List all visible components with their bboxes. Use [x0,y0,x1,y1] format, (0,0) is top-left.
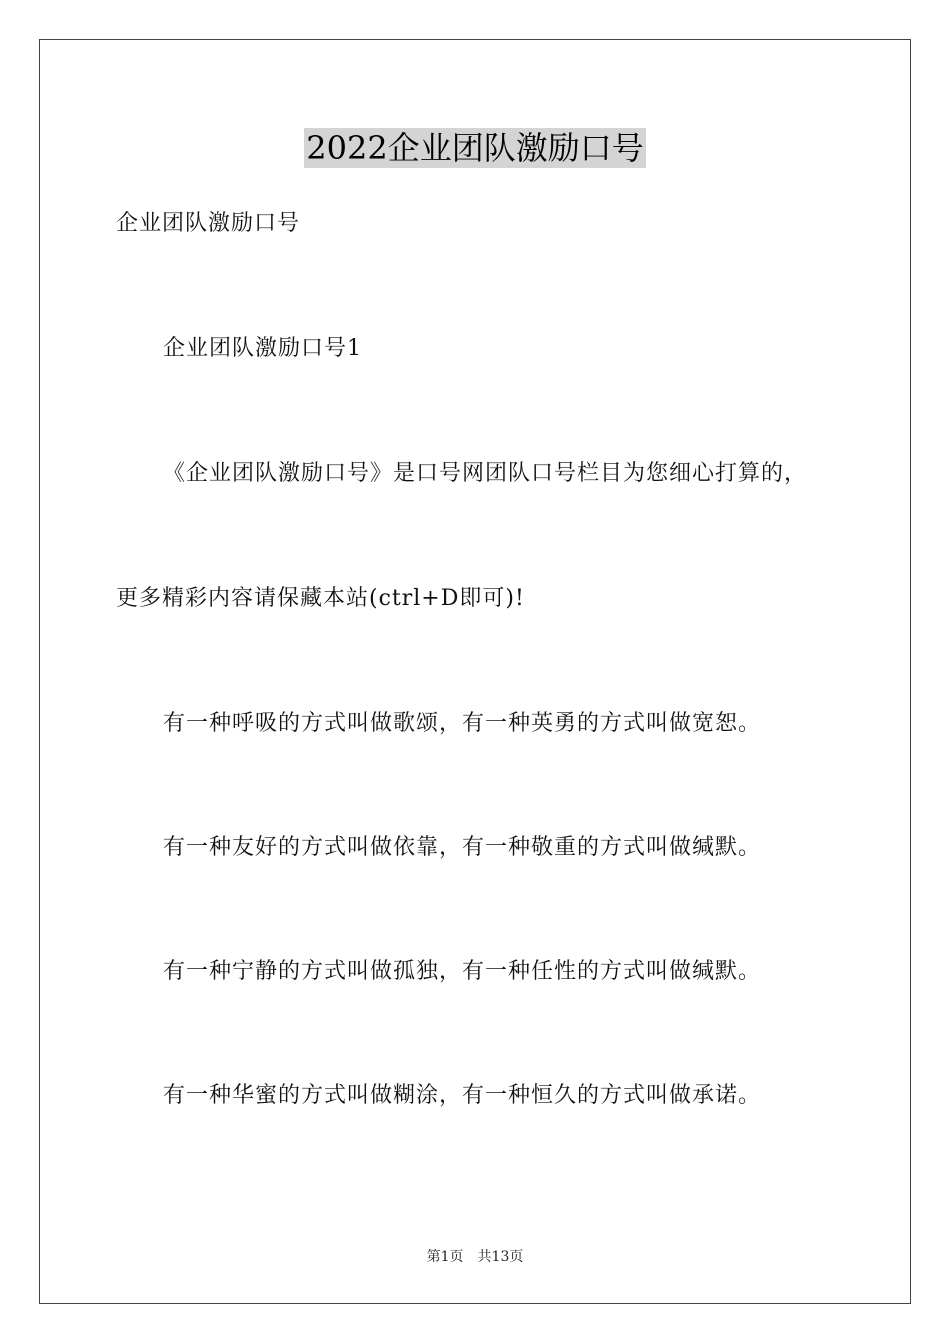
paragraph-intro-continued: 更多精彩内容请保藏本站(ctrl+D即可)! [116,586,525,611]
paragraph-section-heading: 企业团队激励口号1 [163,336,362,361]
paragraph-slogan-1: 有一种呼吸的方式叫做歌颂，有一种英勇的方式叫做宽恕。 [163,711,762,736]
paragraph-subtitle: 企业团队激励口号 [116,211,301,236]
page-total: 共13页 [477,1249,524,1265]
page-number: 第1页 [426,1249,464,1265]
page-footer [0,1248,950,1266]
paragraph-slogan-3: 有一种宁静的方式叫做孤独，有一种任性的方式叫做缄默。 [163,959,762,984]
paragraph-slogan-4: 有一种华蜜的方式叫做糊涂，有一种恒久的方式叫做承诺。 [163,1083,762,1108]
document-title: 2022企业团队激励口号 [306,129,644,167]
paragraph-slogan-2: 有一种友好的方式叫做依靠，有一种敬重的方式叫做缄默。 [163,835,762,860]
title-container [0,128,950,168]
paragraph-intro: 《企业团队激励口号》是口号网团队口号栏目为您细心打算的， [163,461,808,486]
